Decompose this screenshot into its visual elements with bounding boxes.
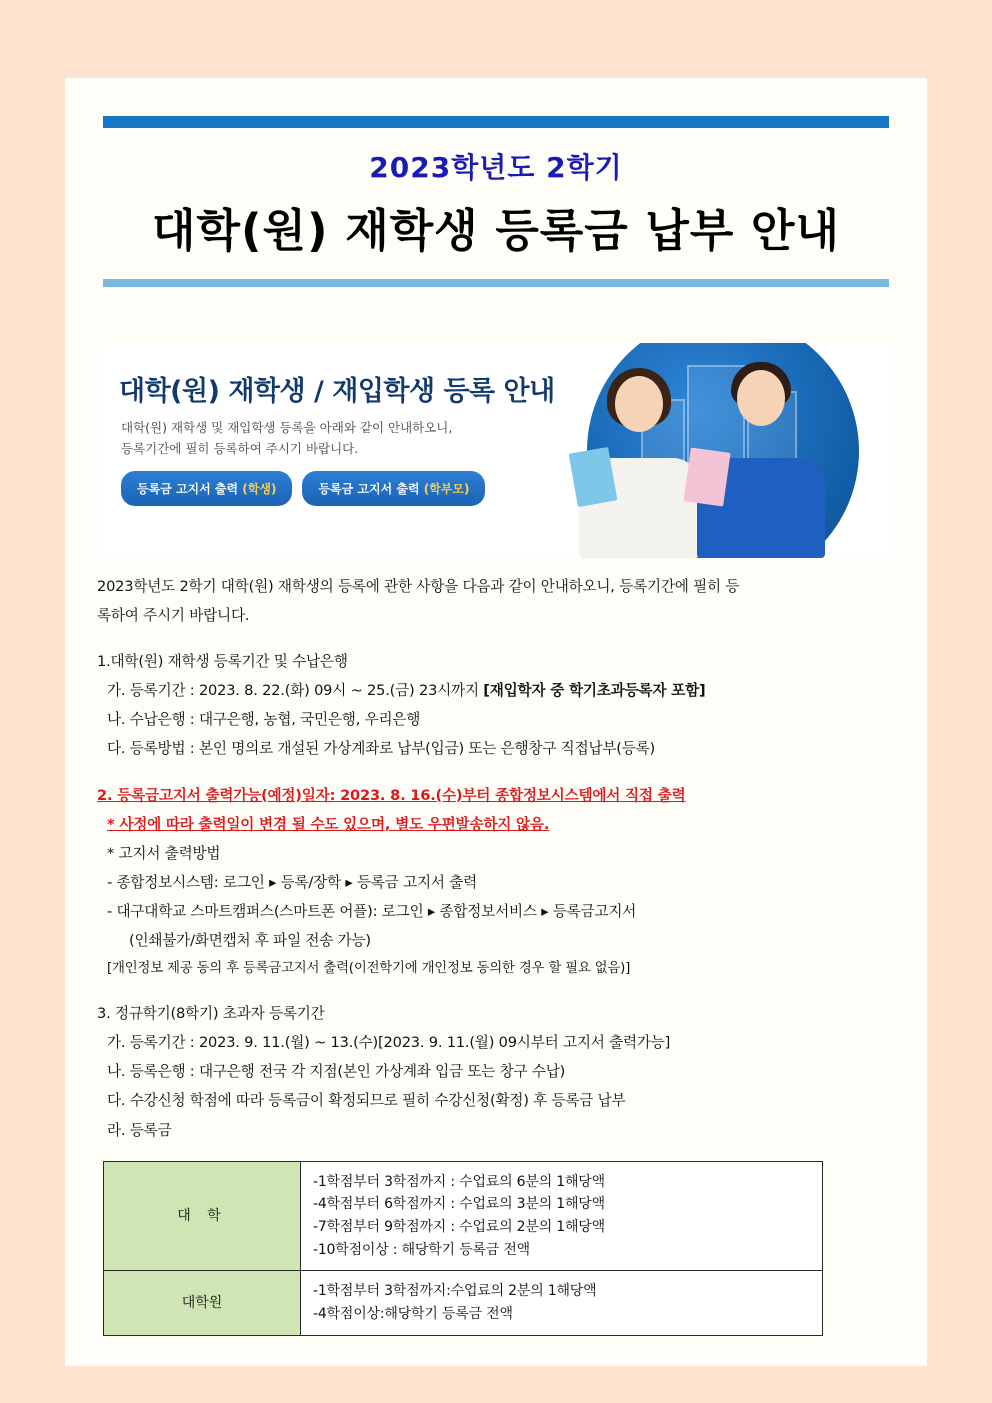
print-bill-parent-button[interactable]	[302, 471, 485, 506]
section3-item-b: 나. 등록은행 : 대구은행 전국 각 지점(본인 가상계좌 입금 또는 창구 수납)	[107, 1063, 566, 1081]
fee-line: -7학점부터 9학점까지 : 수업료의 2분의 1해당액	[313, 1218, 605, 1235]
banner-description	[121, 417, 452, 460]
fee-row-label-graduate: 대학원	[104, 1271, 301, 1335]
title-rule-top	[103, 116, 889, 128]
fee-line: -4학점부터 6학점까지 : 수업료의 3분의 1해당액	[313, 1196, 605, 1213]
banner-button-group	[121, 471, 485, 506]
section2-note: * 사정에 따라 출력일이 변경 될 수도 있으며, 별도 우편발송하지 않음.	[107, 815, 550, 833]
section3-item-d: 라. 등록금	[107, 1121, 172, 1139]
table-row	[104, 1161, 823, 1271]
student-photo-male	[697, 362, 825, 558]
section1-item-a-emphasis: [재입학자 중 학기초과등록자 포함]	[483, 682, 706, 700]
fee-line: -10학점이상 : 해당학기 등록금 전액	[313, 1241, 530, 1258]
section1-item-a	[97, 678, 895, 703]
fee-line: -1학점부터 3학점까지 : 수업료의 6분의 1해당액	[313, 1173, 605, 1190]
notice-body	[97, 574, 895, 1336]
print-bill-parent-tag: (학부모)	[423, 482, 470, 496]
print-bill-student-label: 등록금 고지서 출력	[137, 482, 239, 496]
page-subtitle: 2023학년도 2학기	[369, 151, 623, 184]
spacer	[97, 766, 895, 783]
head-shape	[737, 370, 785, 426]
section2-heading: 2. 등록금고지서 출력가능(예정)일자: 2023. 8. 16.(수)부터 종합정보시스템에서 직접 출력	[97, 786, 686, 804]
section2-path-portal: - 종합정보시스템: 로그인 ▸ 등록/장학 ▸ 등록금 고지서 출력	[107, 873, 478, 891]
title-rule-bottom	[103, 279, 889, 287]
student-photo-female	[579, 368, 699, 558]
book-shape	[569, 447, 618, 507]
banner-description-line1: 대학(원) 재학생 및 재입학생 등록을 아래와 같이 안내하오니,	[121, 420, 453, 435]
registration-banner	[97, 343, 895, 558]
notice-page	[65, 78, 927, 1366]
section3-item-c: 다. 수강신청 학점에 따라 등록금이 확정되므로 필히 수강신청(확정) 후 등록금 납부	[107, 1092, 626, 1110]
intro-line-1: 2023학년도 2학기 대학(원) 재학생의 등록에 관한 사항을 다음과 같이 안내하오니, 등록기간에 필히 등	[97, 578, 740, 595]
section2-path-mobile: - 대구대학교 스마트캠퍼스(스마트폰 어플): 로그인 ▸ 종합정보서비스 ▸ 등록금고지서	[107, 902, 637, 920]
section3-heading: 3. 정규학기(8학기) 초과자 등록기간	[97, 1005, 325, 1023]
section2-subheading: * 고지서 출력방법	[107, 844, 221, 862]
section1-item-c: 다. 등록방법 : 본인 명의로 개설된 가상계좌로 납부(입금) 또는 은행창구 직접납부(등록)	[107, 740, 656, 758]
section1-heading: 1.대학(원) 재학생 등록기간 및 수납은행	[97, 653, 348, 671]
intro-line-2: 록하여 주시기 바랍니다.	[97, 607, 250, 625]
tuition-fee-table	[103, 1161, 823, 1336]
print-bill-parent-label: 등록금 고지서 출력	[318, 482, 420, 496]
section2-privacy-note: [개인정보 제공 동의 후 등록금고지서 출력(이전학기에 개인정보 동의한 경우 할 필요 없음)]	[107, 961, 631, 977]
page-inner	[97, 116, 895, 1336]
section2-path-mobile-note: (인쇄불가/화면캡처 후 파일 전송 가능)	[129, 932, 371, 950]
spacer	[97, 632, 895, 649]
fee-row-label-undergraduate: 대 학	[104, 1161, 301, 1271]
spacer	[97, 984, 895, 1001]
section1-item-a-text: 가. 등록기간 : 2023. 8. 22.(화) 09시 ~ 25.(금) 23시까지	[107, 682, 484, 700]
section3-item-a: 가. 등록기간 : 2023. 9. 11.(월) ~ 13.(수)[2023. 9. 11.(월) 09시부터 고지서 출력가능]	[107, 1034, 671, 1052]
print-bill-student-tag: (학생)	[242, 482, 277, 496]
banner-title: 대학(원) 재학생 / 재입학생 등록 안내	[119, 376, 555, 407]
table-row	[104, 1271, 823, 1335]
fee-row-desc-undergraduate	[301, 1161, 823, 1271]
fee-row-desc-graduate	[301, 1271, 823, 1335]
fee-line: -4학점이상:해당학기 등록금 전액	[313, 1306, 513, 1322]
book-shape	[683, 447, 730, 506]
fee-line: -1학점부터 3학점까지:수업료의 2분의 1해당액	[313, 1283, 597, 1300]
page-title: 대학(원) 재학생 등록금 납부 안내	[152, 204, 840, 257]
banner-description-line2: 등록기간에 필히 등록하여 주시기 바랍니다.	[121, 441, 359, 457]
section1-item-b: 나. 수납은행 : 대구은행, 농협, 국민은행, 우리은행	[107, 711, 421, 729]
print-bill-student-button[interactable]	[121, 471, 292, 506]
head-shape	[615, 376, 663, 432]
